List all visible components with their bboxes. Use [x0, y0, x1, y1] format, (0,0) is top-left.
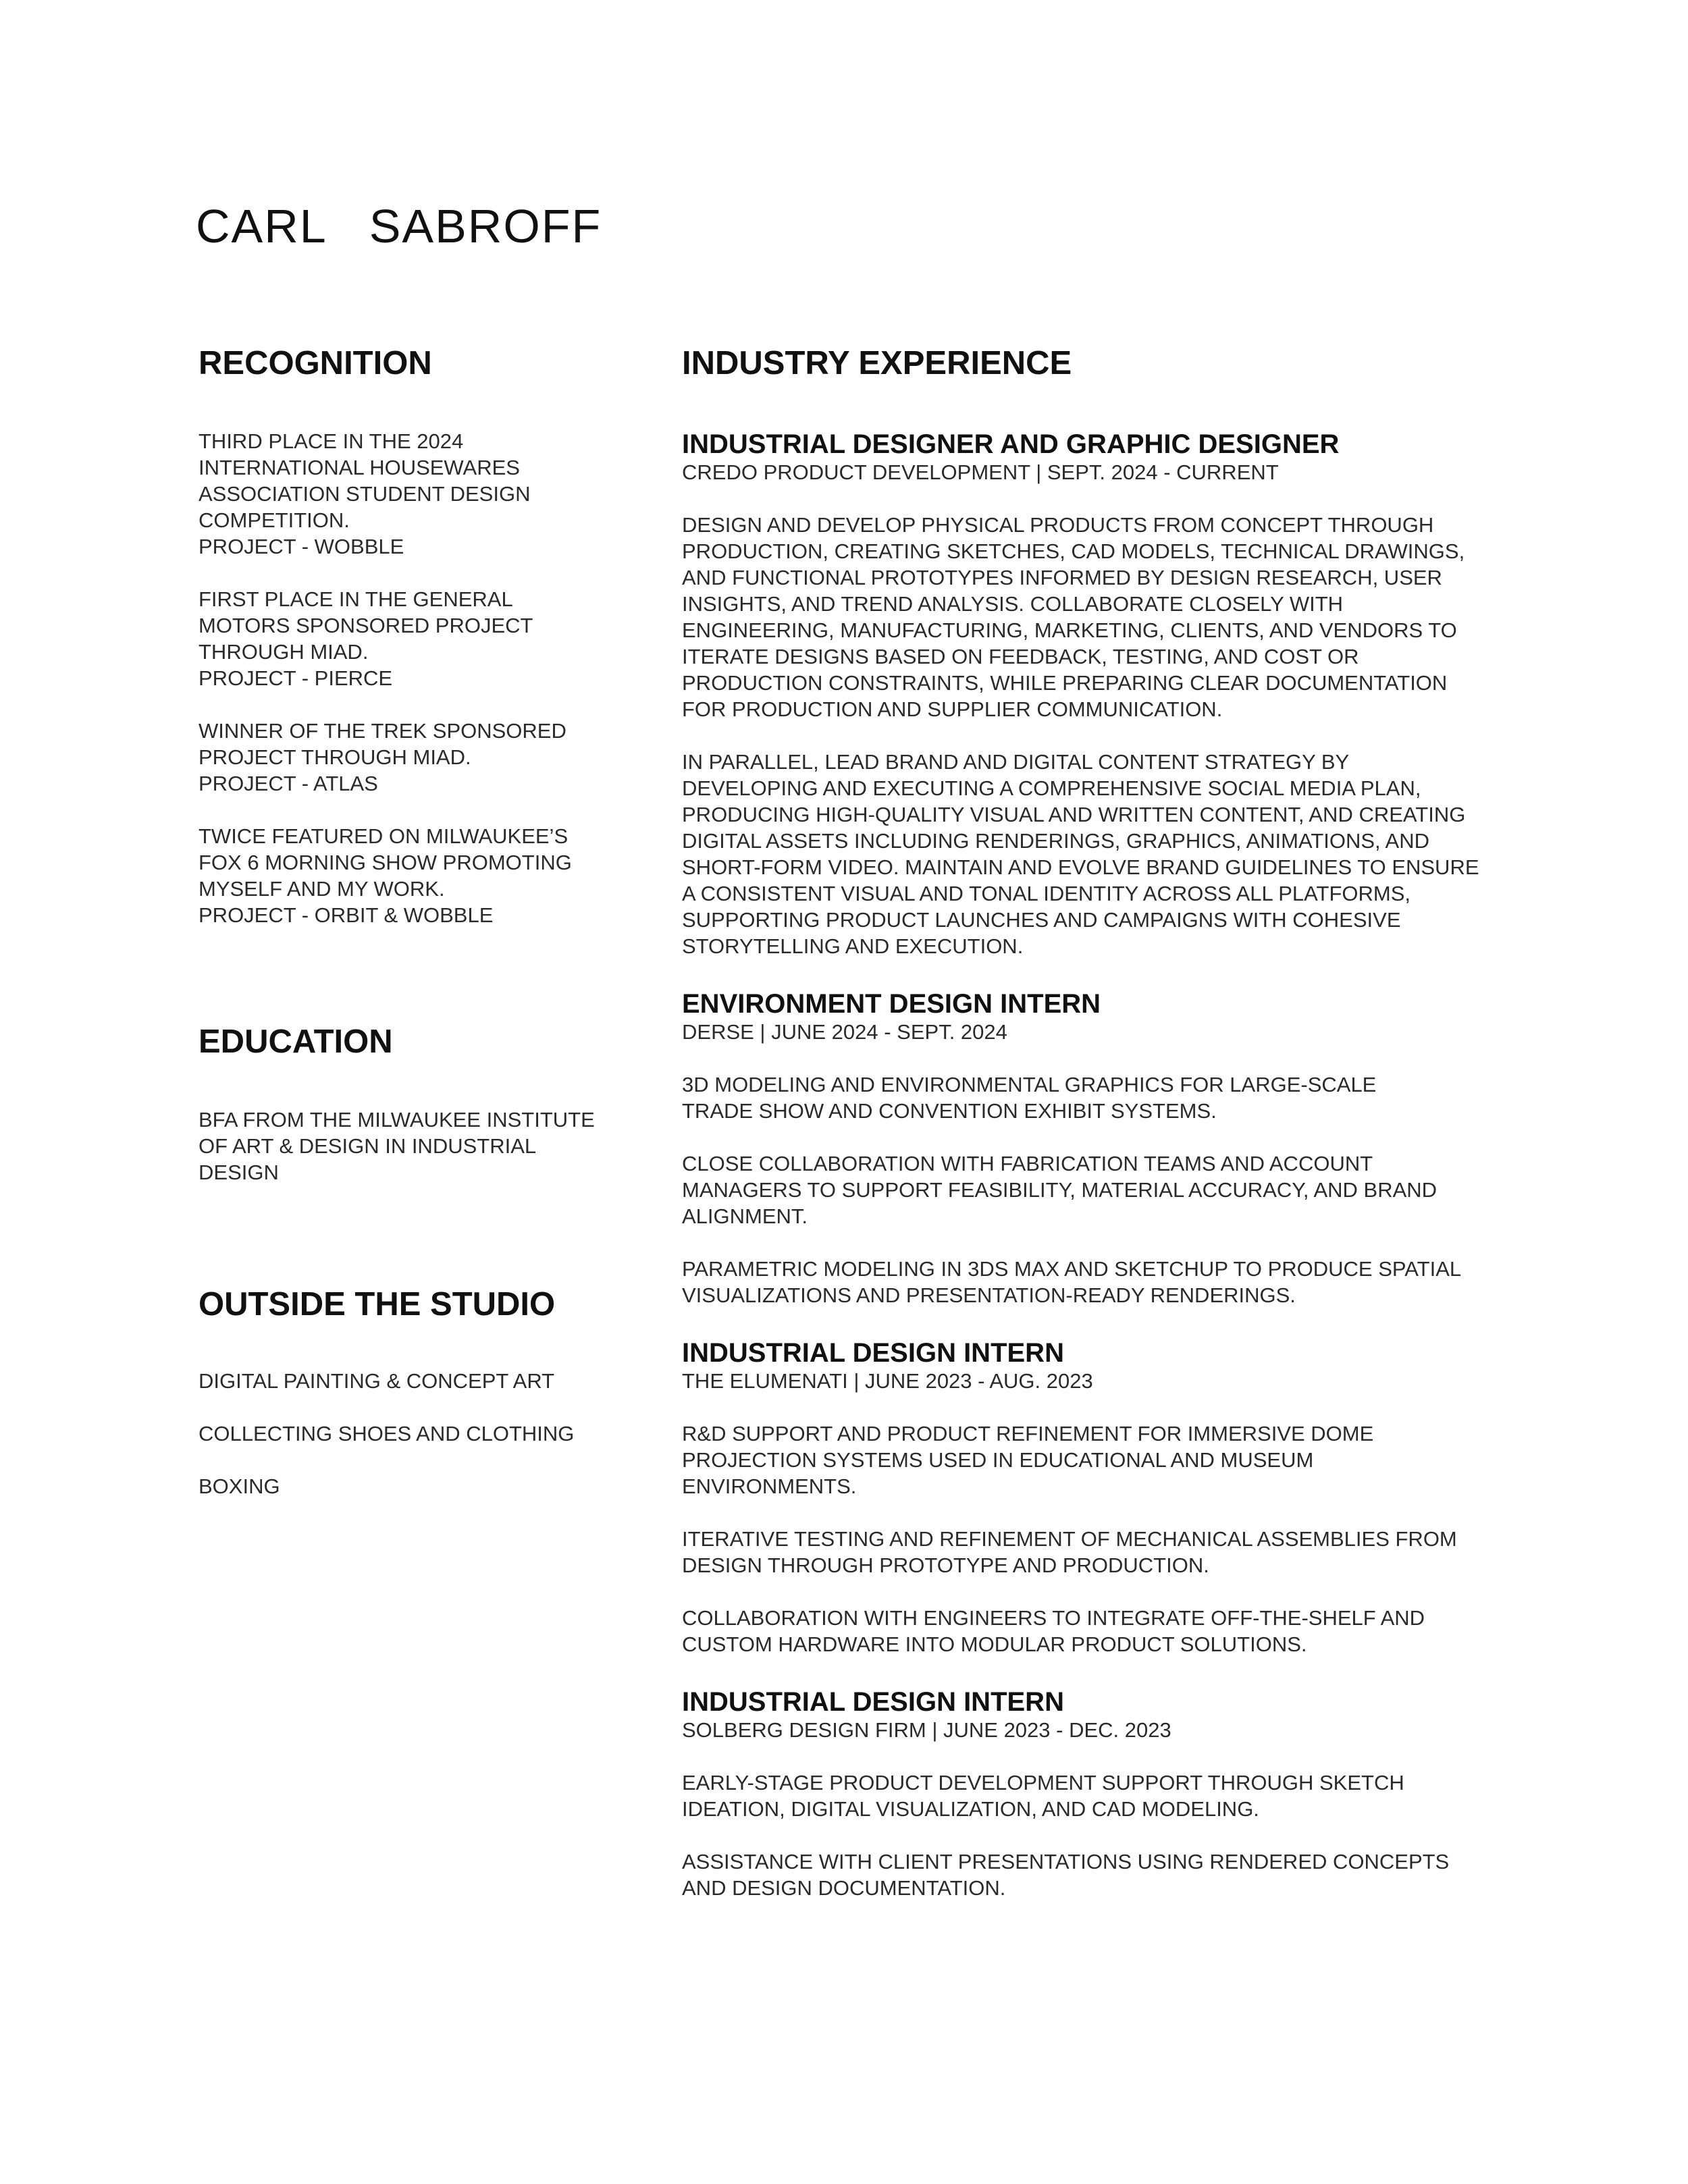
education-heading: EDUCATION — [199, 1023, 393, 1060]
recognition-list — [199, 428, 631, 928]
outside-item: DIGITAL PAINTING & CONCEPT ART — [199, 1368, 555, 1393]
education-list — [199, 1107, 631, 1186]
job-description — [682, 1420, 1492, 1657]
last-name: SABROFF — [369, 200, 602, 252]
job-title: ENVIRONMENT DESIGN INTERN — [682, 988, 1101, 1019]
resume-name — [196, 200, 602, 252]
job-paragraph: EARLY-STAGE PRODUCT DEVELOPMENT SUPPORT THROUGH SKETCH IDEATION, DIGITAL VISUALIZATION, AND CAD MODELING. — [682, 1770, 1404, 1821]
job-title: INDUSTRIAL DESIGN INTERN — [682, 1337, 1064, 1368]
recognition-item: WINNER OF THE TREK SPONSORED PROJECT THROUGH MIAD. PROJECT - ATLAS — [199, 718, 566, 795]
recognition-item: FIRST PLACE IN THE GENERAL MOTORS SPONSORED PROJECT THROUGH MIAD. PROJECT - PIERCE — [199, 587, 533, 690]
job-paragraph: IN PARALLEL, LEAD BRAND AND DIGITAL CONTENT STRATEGY BY DEVELOPING AND EXECUTING A COMPREHENSIVE SOCIAL MEDIA PLAN, PRODUCING HIGH-QUALITY VISUAL AND WRITTEN CONTENT, AND CREATING DIGITAL ASSETS INCLUDING RENDERINGS, GRAPHICS, ANIMATIONS, AND SHORT-FORM VIDEO. MAINTAIN AND EVOLVE BRAND GUIDELINES TO ENSURE A CONSISTENT VISUAL AND TONAL IDENTITY ACROSS ALL PLATFORMS, SUPPORTING PRODUCT LAUNCHES AND CAMPAIGNS WITH COHESIVE STORYTELLING AND EXECUTION. — [682, 749, 1479, 958]
first-name: CARL — [196, 200, 327, 252]
job-title: INDUSTRIAL DESIGNER AND GRAPHIC DESIGNER — [682, 429, 1340, 459]
job-paragraph: ITERATIVE TESTING AND REFINEMENT OF MECHANICAL ASSEMBLIES FROM DESIGN THROUGH PROTOTYPE AND PRODUCTION. — [682, 1526, 1457, 1577]
job-description — [682, 512, 1492, 959]
outside-item: BOXING — [199, 1474, 280, 1498]
job-list — [682, 429, 1492, 1901]
recognition-section — [199, 346, 631, 928]
job-paragraph: COLLABORATION WITH ENGINEERS TO INTEGRATE OFF-THE-SHELF AND CUSTOM HARDWARE INTO MODULAR PRODUCT SOLUTIONS. — [682, 1605, 1425, 1656]
recognition-item: TWICE FEATURED ON MILWAUKEE’S FOX 6 MORNING SHOW PROMOTING MYSELF AND MY WORK. PROJECT - ORBIT & WOBBLE — [199, 824, 572, 927]
outside-heading: OUTSIDE THE STUDIO — [199, 1285, 556, 1323]
job-paragraph: ASSISTANCE WITH CLIENT PRESENTATIONS USING RENDERED CONCEPTS AND DESIGN DOCUMENTATION. — [682, 1849, 1450, 1900]
left-column — [199, 346, 631, 1499]
job-title: INDUSTRIAL DESIGN INTERN — [682, 1686, 1064, 1717]
job-entry — [682, 1687, 1492, 1901]
job-meta: SOLBERG DESIGN FIRM | JUNE 2023 - DEC. 2023 — [682, 1717, 1171, 1742]
recognition-heading: RECOGNITION — [199, 345, 432, 381]
job-description — [682, 1769, 1492, 1901]
job-paragraph: DESIGN AND DEVELOP PHYSICAL PRODUCTS FROM CONCEPT THROUGH PRODUCTION, CREATING SKETCHES, CAD MODELS, TECHNICAL DRAWINGS, AND FUNCTIONAL PROTOTYPES INFORMED BY DESIGN RESEARCH, USER INSIGHTS, AND TREND ANALYSIS. COLLABORATE CLOSELY WITH ENGINEERING, MANUFACTURING, MARKETING, CLIENTS, AND VENDORS TO ITERATE DESIGNS BASED ON FEEDBACK, TESTING, AND COST OR PRODUCTION CONSTRAINTS, WHILE PREPARING CLEAR DOCUMENTATION FOR PRODUCTION AND SUPPLIER COMMUNICATION. — [682, 512, 1465, 721]
job-paragraph: 3D MODELING AND ENVIRONMENTAL GRAPHICS FOR LARGE-SCALE TRADE SHOW AND CONVENTION EXHIBIT SYSTEMS. — [682, 1072, 1377, 1123]
education-section — [199, 1024, 631, 1186]
job-meta: DERSE | JUNE 2024 - SEPT. 2024 — [682, 1019, 1007, 1044]
experience-heading: INDUSTRY EXPERIENCE — [682, 345, 1072, 381]
job-entry — [682, 429, 1492, 959]
job-paragraph: PARAMETRIC MODELING IN 3DS MAX AND SKETCHUP TO PRODUCE SPATIAL VISUALIZATIONS AND PRESENTATION-READY RENDERINGS. — [682, 1256, 1462, 1307]
job-meta: THE ELUMENATI | JUNE 2023 - AUG. 2023 — [682, 1368, 1093, 1393]
job-entry — [682, 989, 1492, 1308]
outside-section — [199, 1287, 631, 1499]
outside-item: COLLECTING SHOES AND CLOTHING — [199, 1421, 575, 1445]
job-meta: CREDO PRODUCT DEVELOPMENT | SEPT. 2024 - CURRENT — [682, 460, 1279, 484]
education-item: BFA FROM THE MILWAUKEE INSTITUTE OF ART & DESIGN IN INDUSTRIAL DESIGN — [199, 1107, 595, 1184]
right-column — [682, 346, 1492, 1901]
job-paragraph: R&D SUPPORT AND PRODUCT REFINEMENT FOR IMMERSIVE DOME PROJECTION SYSTEMS USED IN EDUCATIONAL AND MUSEUM ENVIRONMENTS. — [682, 1421, 1374, 1498]
job-description — [682, 1071, 1492, 1308]
outside-list — [199, 1368, 631, 1499]
job-entry — [682, 1338, 1492, 1657]
job-paragraph: CLOSE COLLABORATION WITH FABRICATION TEAMS AND ACCOUNT MANAGERS TO SUPPORT FEASIBILITY, MATERIAL ACCURACY, AND BRAND ALIGNMENT. — [682, 1151, 1438, 1228]
recognition-item: THIRD PLACE IN THE 2024 INTERNATIONAL HOUSEWARES ASSOCIATION STUDENT DESIGN COMPETITION. PROJECT - WOBBLE — [199, 429, 531, 558]
